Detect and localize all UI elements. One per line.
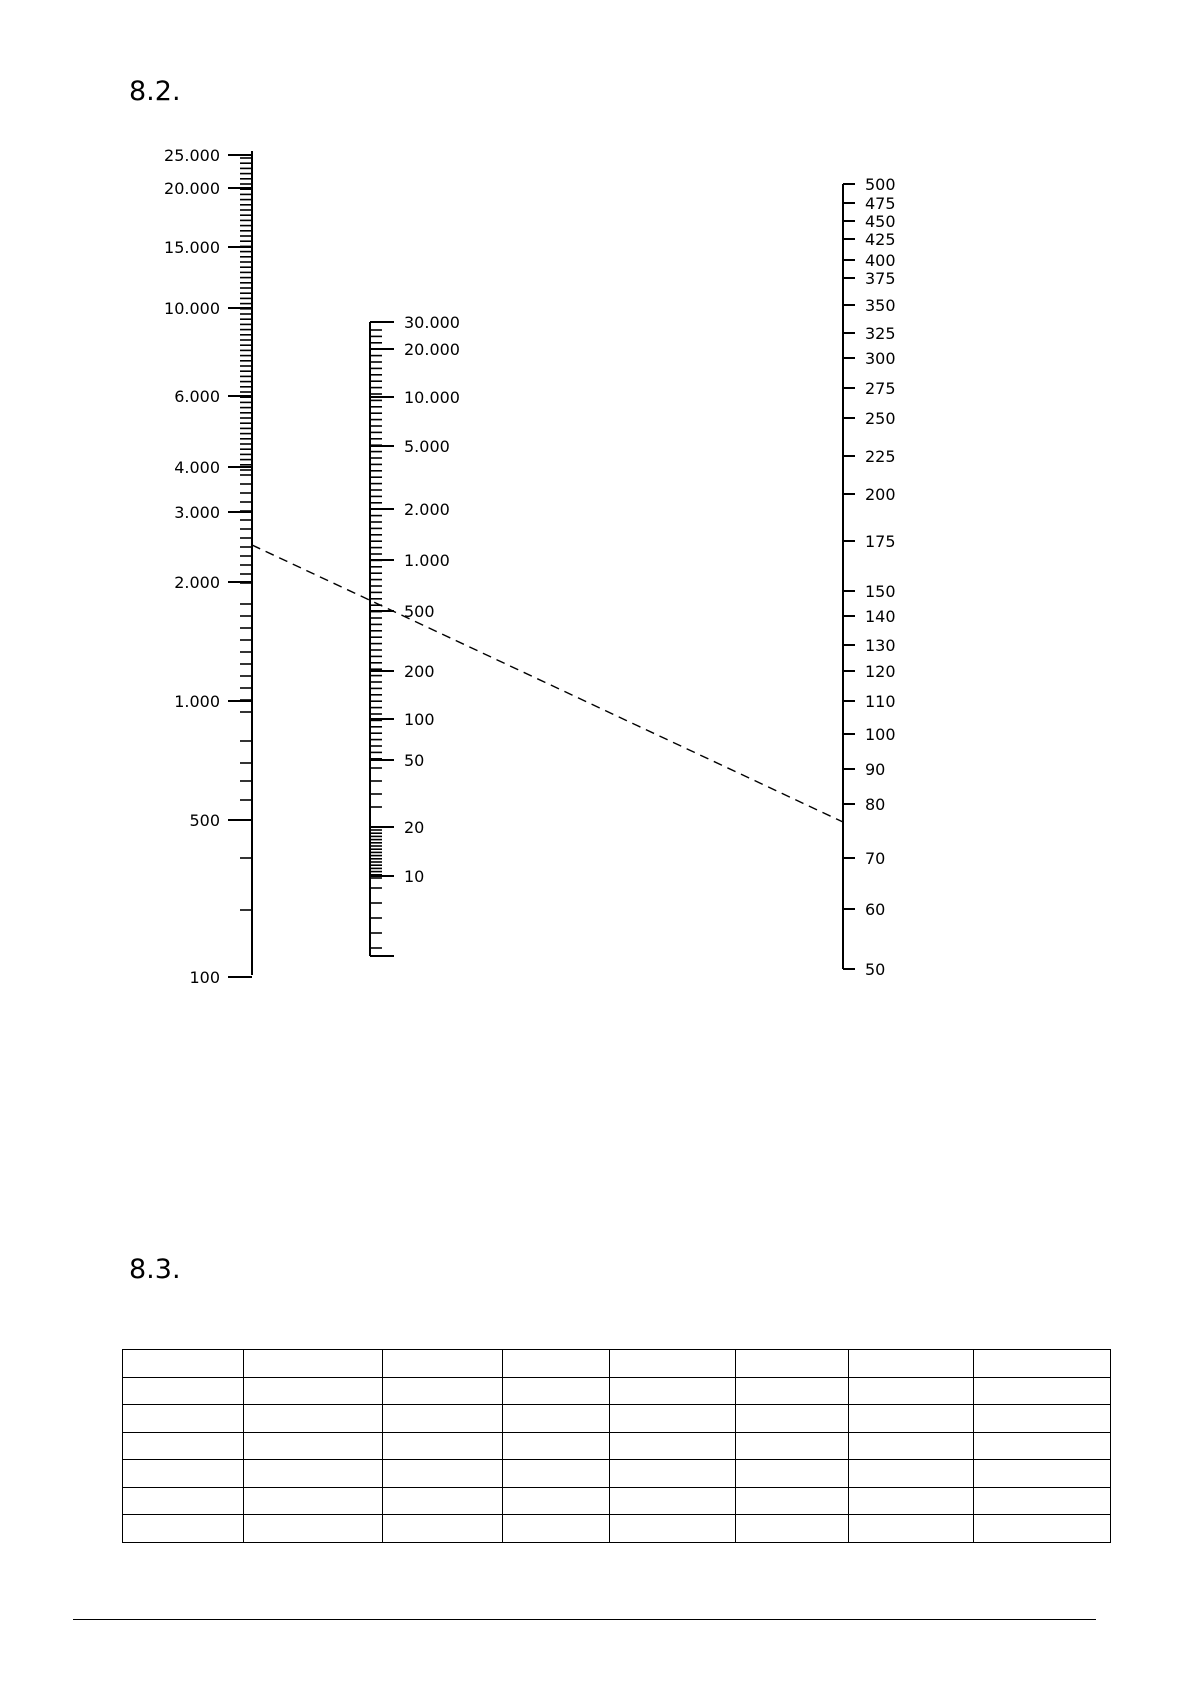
right-scale-label: 60 [865, 900, 886, 919]
table-cell [974, 1350, 1111, 1378]
left-scale [164, 146, 252, 987]
table-cell [736, 1487, 849, 1515]
left-scale-label: 6.000 [174, 387, 220, 406]
table-row [123, 1377, 1111, 1405]
right-scale-label: 120 [865, 662, 896, 681]
left-scale-label: 20.000 [164, 179, 220, 198]
table-cell [503, 1460, 610, 1488]
middle-scale-label: 10.000 [404, 388, 460, 407]
table-cell [610, 1487, 736, 1515]
middle-scale-label: 30.000 [404, 313, 460, 332]
middle-scale-label: 1.000 [404, 551, 450, 570]
table-cell [736, 1377, 849, 1405]
middle-scale [370, 313, 460, 956]
left-scale-label: 15.000 [164, 238, 220, 257]
table-cell [503, 1515, 610, 1543]
right-scale-label: 110 [865, 692, 896, 711]
right-scale-label: 150 [865, 582, 896, 601]
right-scale-label: 425 [865, 230, 896, 249]
right-scale-label: 275 [865, 379, 896, 398]
table-row [123, 1487, 1111, 1515]
right-scale-label: 90 [865, 760, 886, 779]
table-cell [383, 1405, 503, 1433]
table-cell [123, 1515, 244, 1543]
right-scale-label: 325 [865, 324, 896, 343]
table-cell [974, 1432, 1111, 1460]
left-scale-label: 2.000 [174, 573, 220, 592]
middle-scale-label: 20.000 [404, 340, 460, 359]
right-scale-label: 70 [865, 849, 886, 868]
table-cell [123, 1460, 244, 1488]
right-scale-label: 400 [865, 251, 896, 270]
table-cell [244, 1515, 383, 1543]
table-cell [610, 1460, 736, 1488]
table-cell [849, 1377, 974, 1405]
table-cell [503, 1405, 610, 1433]
table-cell [849, 1405, 974, 1433]
table-cell [383, 1350, 503, 1378]
table-cell [974, 1377, 1111, 1405]
right-scale-label: 300 [865, 349, 896, 368]
section-heading-8-2: 8.2. [129, 76, 181, 107]
middle-scale-label: 200 [404, 662, 435, 681]
left-scale-label: 500 [189, 811, 220, 830]
middle-scale-label: 100 [404, 710, 435, 729]
table-cell [610, 1432, 736, 1460]
table-cell [849, 1487, 974, 1515]
table-cell [736, 1515, 849, 1543]
table-cell [123, 1487, 244, 1515]
table-row [123, 1350, 1111, 1378]
table-cell [244, 1377, 383, 1405]
table-cell [123, 1405, 244, 1433]
left-scale-label: 3.000 [174, 503, 220, 522]
table-cell [244, 1350, 383, 1378]
table-cell [610, 1515, 736, 1543]
left-scale-label: 100 [189, 968, 220, 987]
table-cell [244, 1405, 383, 1433]
table-cell [383, 1460, 503, 1488]
table-row [123, 1405, 1111, 1433]
footer-rule [73, 1619, 1096, 1620]
right-scale [843, 175, 896, 979]
middle-scale-label: 20 [404, 818, 425, 837]
left-scale-label: 25.000 [164, 146, 220, 165]
table-cell [849, 1460, 974, 1488]
table-cell [123, 1432, 244, 1460]
right-scale-label: 130 [865, 636, 896, 655]
isopleth-line [252, 545, 843, 822]
table-cell [974, 1405, 1111, 1433]
table-cell [244, 1460, 383, 1488]
table-cell [503, 1350, 610, 1378]
left-scale-label: 1.000 [174, 692, 220, 711]
table-cell [610, 1405, 736, 1433]
right-scale-label: 50 [865, 960, 886, 979]
table-cell [244, 1432, 383, 1460]
right-scale-label: 475 [865, 194, 896, 213]
table-cell [244, 1487, 383, 1515]
middle-scale-label: 500 [404, 602, 435, 621]
right-scale-label: 375 [865, 269, 896, 288]
right-scale-label: 500 [865, 175, 896, 194]
table-row [123, 1515, 1111, 1543]
left-scale-label: 10.000 [164, 299, 220, 318]
table-cell [849, 1350, 974, 1378]
table-cell [123, 1377, 244, 1405]
table-cell [849, 1515, 974, 1543]
table-cell [610, 1377, 736, 1405]
table-cell [849, 1432, 974, 1460]
right-scale-label: 450 [865, 212, 896, 231]
table-cell [974, 1460, 1111, 1488]
right-scale-label: 80 [865, 795, 886, 814]
table-cell [736, 1432, 849, 1460]
right-scale-label: 200 [865, 485, 896, 504]
middle-scale-label: 50 [404, 751, 425, 770]
table-row [123, 1432, 1111, 1460]
table-cell [383, 1487, 503, 1515]
table-cell [610, 1350, 736, 1378]
blank-table [122, 1349, 1111, 1543]
middle-scale-label: 10 [404, 867, 425, 886]
table-cell [503, 1487, 610, 1515]
right-scale-label: 175 [865, 532, 896, 551]
table-cell [503, 1377, 610, 1405]
left-scale-label: 4.000 [174, 458, 220, 477]
section-heading-8-3: 8.3. [129, 1254, 181, 1285]
table-cell [383, 1432, 503, 1460]
table-cell [383, 1377, 503, 1405]
table-cell [123, 1350, 244, 1378]
table-cell [736, 1460, 849, 1488]
table-cell [736, 1350, 849, 1378]
right-scale-label: 140 [865, 607, 896, 626]
table-cell [736, 1405, 849, 1433]
right-scale-label: 225 [865, 447, 896, 466]
middle-scale-label: 5.000 [404, 437, 450, 456]
right-scale-label: 350 [865, 296, 896, 315]
table-cell [383, 1515, 503, 1543]
right-scale-label: 250 [865, 409, 896, 428]
table-cell [503, 1432, 610, 1460]
table-row [123, 1460, 1111, 1488]
table-cell [974, 1487, 1111, 1515]
table-cell [974, 1515, 1111, 1543]
right-scale-label: 100 [865, 725, 896, 744]
middle-scale-label: 2.000 [404, 500, 450, 519]
